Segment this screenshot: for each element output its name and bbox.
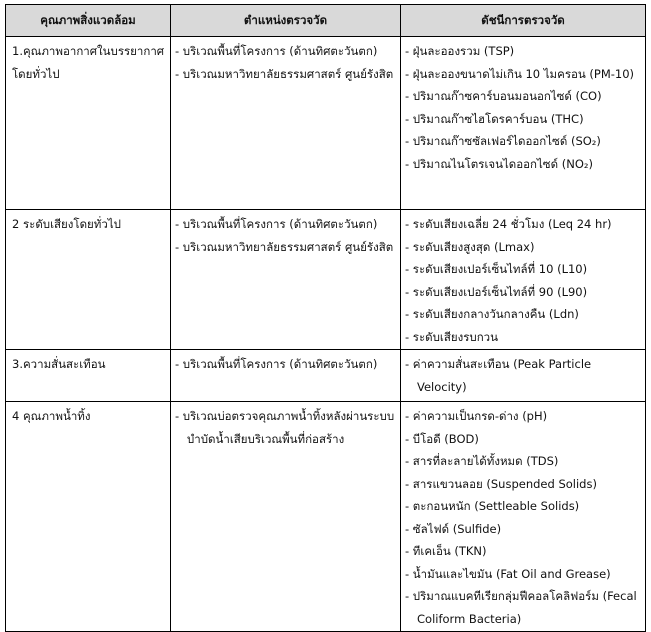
topic-effluent-quality: 4 คุณภาพน้ำทิ้ง [12, 409, 91, 423]
location-cell [171, 37, 401, 210]
index-cell [401, 350, 646, 402]
index-cell [401, 402, 646, 632]
index-item: - ทีเคเอ็น (TKN) [405, 544, 487, 558]
topic-cell [6, 402, 171, 632]
index-item: - สารแขวนลอย (Suspended Solids) [405, 476, 597, 491]
location-item: - บริเวณมหาวิทยาลัยธรรมศาสตร์ ศูนย์รังสิต [175, 66, 394, 81]
index-cell [401, 210, 646, 350]
index-item: - ปริมาณก๊าซคาร์บอนมอนอกไซด์ (CO) [405, 89, 602, 103]
location-item: - บริเวณมหาวิทยาลัยธรรมศาสตร์ ศูนย์รังสิต [175, 239, 394, 254]
index-item: - ระดับเสียงรบกวน [405, 329, 498, 344]
index-item: - ปริมาณก๊าซไฮโดรคาร์บอน (THC) [405, 111, 584, 126]
index-item: - ปริมาณแบคทีเรียกลุ่มฟีคอลโคลิฟอร์ม (Fecal Coliform Bacteria) [405, 589, 637, 626]
table-row [6, 350, 646, 402]
header-monitoring-index: ดัชนีการตรวจวัด [401, 5, 646, 37]
table-row [6, 402, 646, 632]
index-item: - ปริมาณไนโตรเจนไดออกไซด์ (NO₂) [405, 156, 593, 171]
monitoring-table [5, 4, 646, 632]
location-cell [171, 350, 401, 402]
header-row [6, 5, 646, 37]
topic-noise-level: 2 ระดับเสียงโดยทั่วไป [12, 217, 121, 231]
topic-cell [6, 350, 171, 402]
index-item: - ฝุ่นละอองรวม (TSP) [405, 44, 515, 58]
location-cell [171, 402, 401, 632]
index-item: - ระดับเสียงเปอร์เซ็นไทล์ที่ 90 (L90) [405, 284, 588, 299]
topic-vibration: 3.ความสั่นสะเทือน [12, 357, 106, 371]
header-monitoring-location: ตำแหน่งตรวจวัด [171, 5, 401, 37]
index-item: - ฝุ่นละอองขนาดไม่เกิน 10 ไมครอน (PM-10) [405, 66, 635, 81]
topic-cell [6, 210, 171, 350]
index-item: - ระดับเสียงเฉลี่ย 24 ชั่วโมง (Leq 24 hr) [405, 217, 612, 231]
index-item: - ซัลไฟด์ (Sulfide) [405, 521, 502, 536]
location-cell [171, 210, 401, 350]
table-row [6, 210, 646, 350]
index-item: - สารที่ละลายได้ทั้งหมด (TDS) [405, 454, 559, 468]
topic-cell [6, 37, 171, 210]
index-item: - ระดับเสียงสูงสุด (Lmax) [405, 239, 535, 254]
location-item: - บริเวณบ่อตรวจคุณภาพน้ำทิ้งหลังผ่านระบบบำบัดน้ำเสียบริเวณพื้นที่ก่อสร้าง [175, 409, 395, 446]
index-item: - ค่าความสั่นสะเทือน (Peak Particle Velocity) [405, 357, 592, 394]
index-item: - ระดับเสียงเปอร์เซ็นไทล์ที่ 10 (L10) [405, 262, 588, 276]
location-item: - บริเวณพื้นที่โครงการ (ด้านทิศตะวันตก) [175, 44, 378, 58]
header-environment-quality: คุณภาพสิ่งแวดล้อม [6, 5, 171, 37]
index-item: - ปริมาณก๊าซซัลเฟอร์ไดออกไซด์ (SO₂) [405, 134, 601, 148]
index-item: - ค่าความเป็นกรด-ด่าง (pH) [405, 409, 548, 423]
location-item: - บริเวณพื้นที่โครงการ (ด้านทิศตะวันตก) [175, 357, 378, 371]
index-item: - น้ำมันและไขมัน (Fat Oil and Grease) [405, 566, 611, 581]
table-row [6, 37, 646, 210]
index-cell [401, 37, 646, 210]
topic-air-quality: 1.คุณภาพอากาศในบรรยากาศโดยทั่วไป [12, 44, 165, 81]
location-item: - บริเวณพื้นที่โครงการ (ด้านทิศตะวันตก) [175, 217, 378, 231]
index-item: - ตะกอนหนัก (Settleable Solids) [405, 499, 580, 513]
index-item: - ระดับเสียงกลางวันกลางคืน (Ldn) [405, 307, 579, 321]
index-item: - บีโอดี (BOD) [405, 431, 479, 446]
